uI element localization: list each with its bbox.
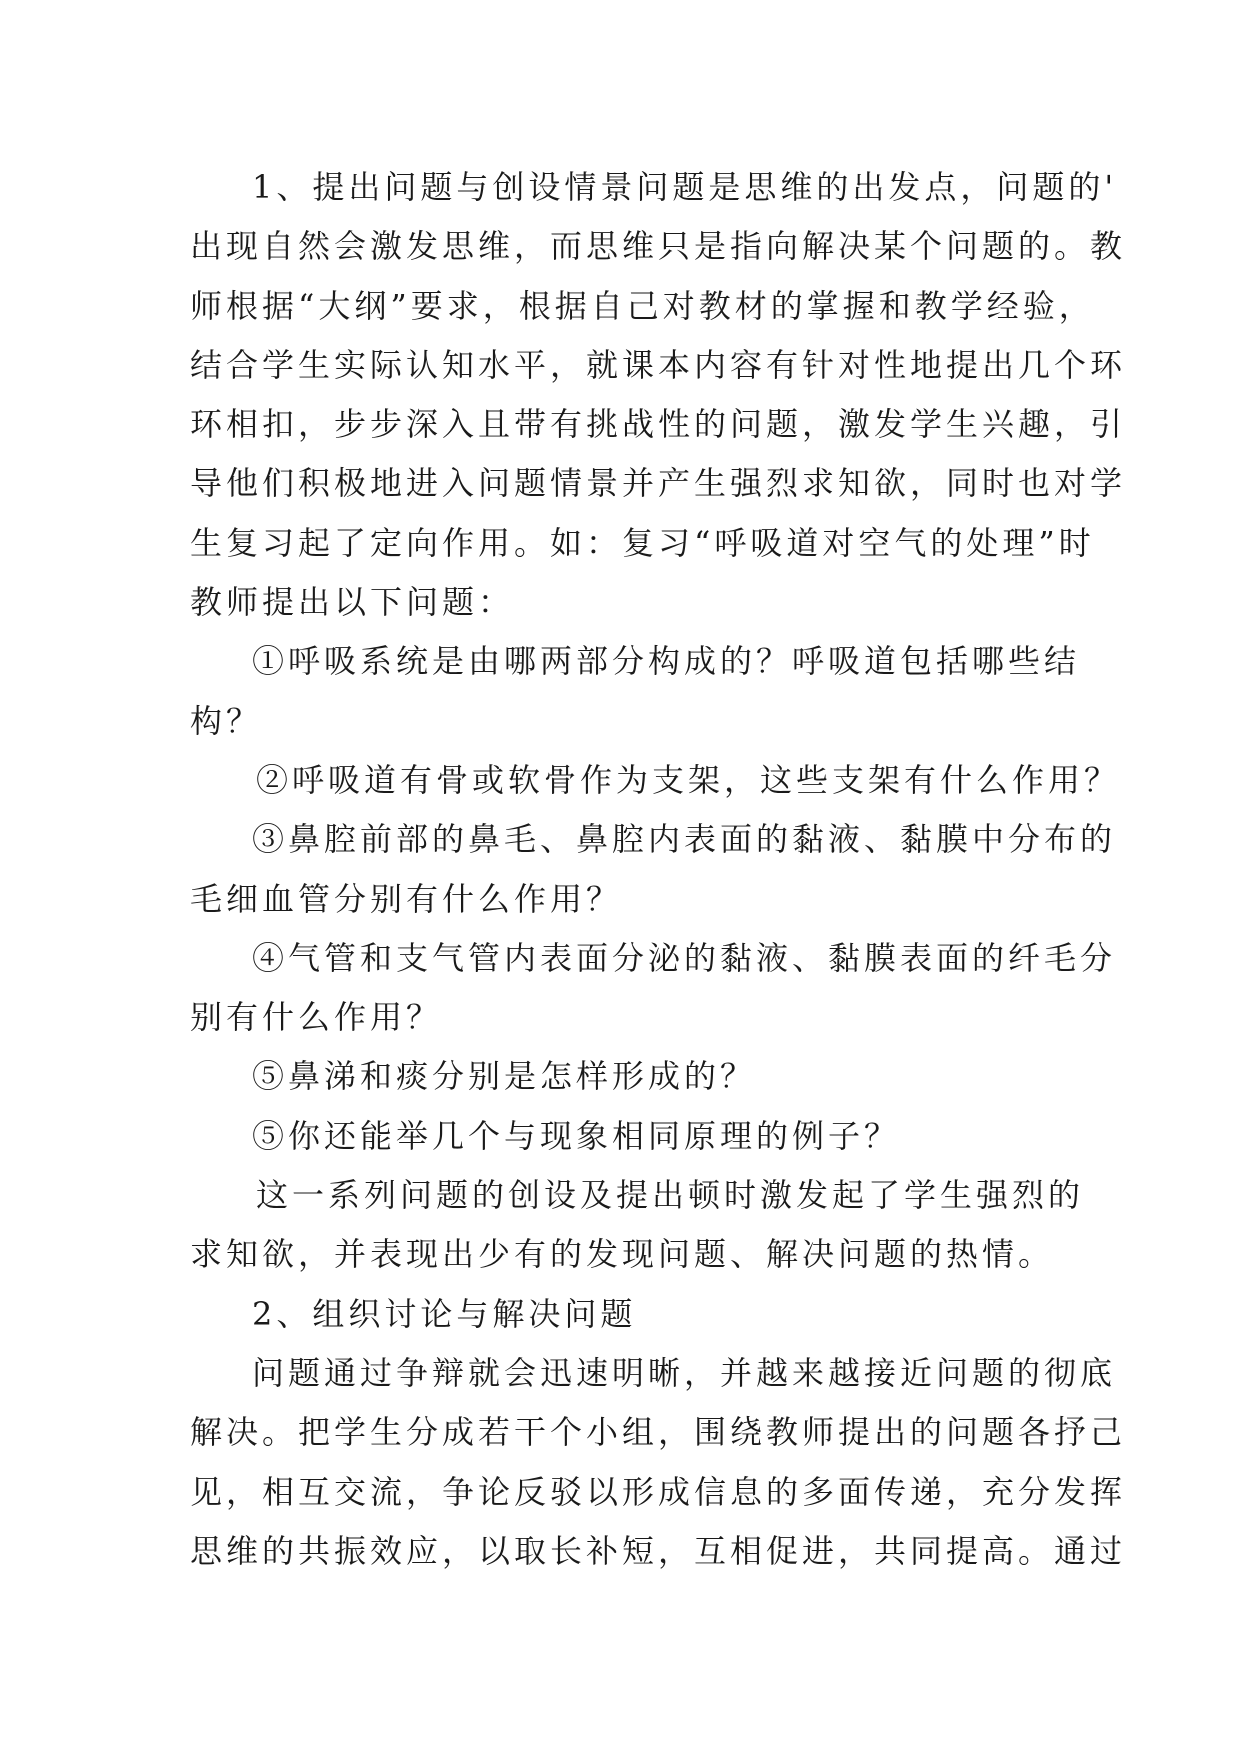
text-line: ④气管和支气管内表面分泌的黏液、黏膜表面的纤毛分 (252, 938, 1117, 977)
text-line: 1、提出问题与创设情景问题是思维的出发点，问题的' (252, 168, 1118, 206)
text-line: 求知欲，并表现出少有的发现问题、解决问题的热情。 (190, 1235, 1055, 1274)
text-line: 教师提出以下问题： (190, 583, 515, 622)
text-line: ①呼吸系统是由哪两部分构成的？呼吸道包括哪些结 (252, 642, 1081, 681)
text-line: 生复习起了定向作用。如：复习“呼吸道对空气的处理”时 (190, 523, 1095, 562)
text-line: 导他们积极地进入问题情景并产生强烈求知欲，同时也对学 (190, 464, 1127, 503)
text-line: 师根据“大纲”要求，根据自己对教材的掌握和教学经验， (190, 286, 1095, 325)
text-line: 思维的共振效应，以取长补短，互相促进，共同提高。通过 (190, 1531, 1127, 1570)
document-body (190, 158, 1127, 1581)
text-line: 2、组织讨论与解决问题 (252, 1294, 637, 1333)
text-line: ③鼻腔前部的鼻毛、鼻腔内表面的黏液、黏膜中分布的 (252, 820, 1117, 859)
text-line: ⑤你还能举几个与现象相同原理的例子？ (252, 1116, 901, 1155)
text-line: 环相扣，步步深入且带有挑战性的问题，激发学生兴趣，引 (190, 405, 1127, 444)
text-line: 构？ (190, 701, 263, 740)
text-line: 解决。把学生分成若干个小组，围绕教师提出的问题各抒己 (190, 1413, 1127, 1452)
text-line: 这一系列问题的创设及提出顿时激发起了学生强烈的 (256, 1176, 1085, 1215)
text-line: 见，相互交流，争论反驳以形成信息的多面传递，充分发挥 (190, 1472, 1127, 1511)
text-line: 别有什么作用？ (190, 998, 443, 1037)
text-line: ⑤鼻涕和痰分别是怎样形成的？ (252, 1057, 757, 1096)
text-line: 结合学生实际认知水平，就课本内容有针对性地提出几个环 (190, 345, 1127, 384)
text-line: 毛细血管分别有什么作用？ (190, 879, 623, 918)
text-line: 出现自然会激发思维，而思维只是指向解决某个问题的。教 (190, 227, 1127, 266)
text-line: ②呼吸道有骨或软骨作为支架，这些支架有什么作用？ (256, 760, 1121, 799)
text-line: 问题通过争辩就会迅速明晰，并越来越接近问题的彻底 (252, 1353, 1117, 1392)
